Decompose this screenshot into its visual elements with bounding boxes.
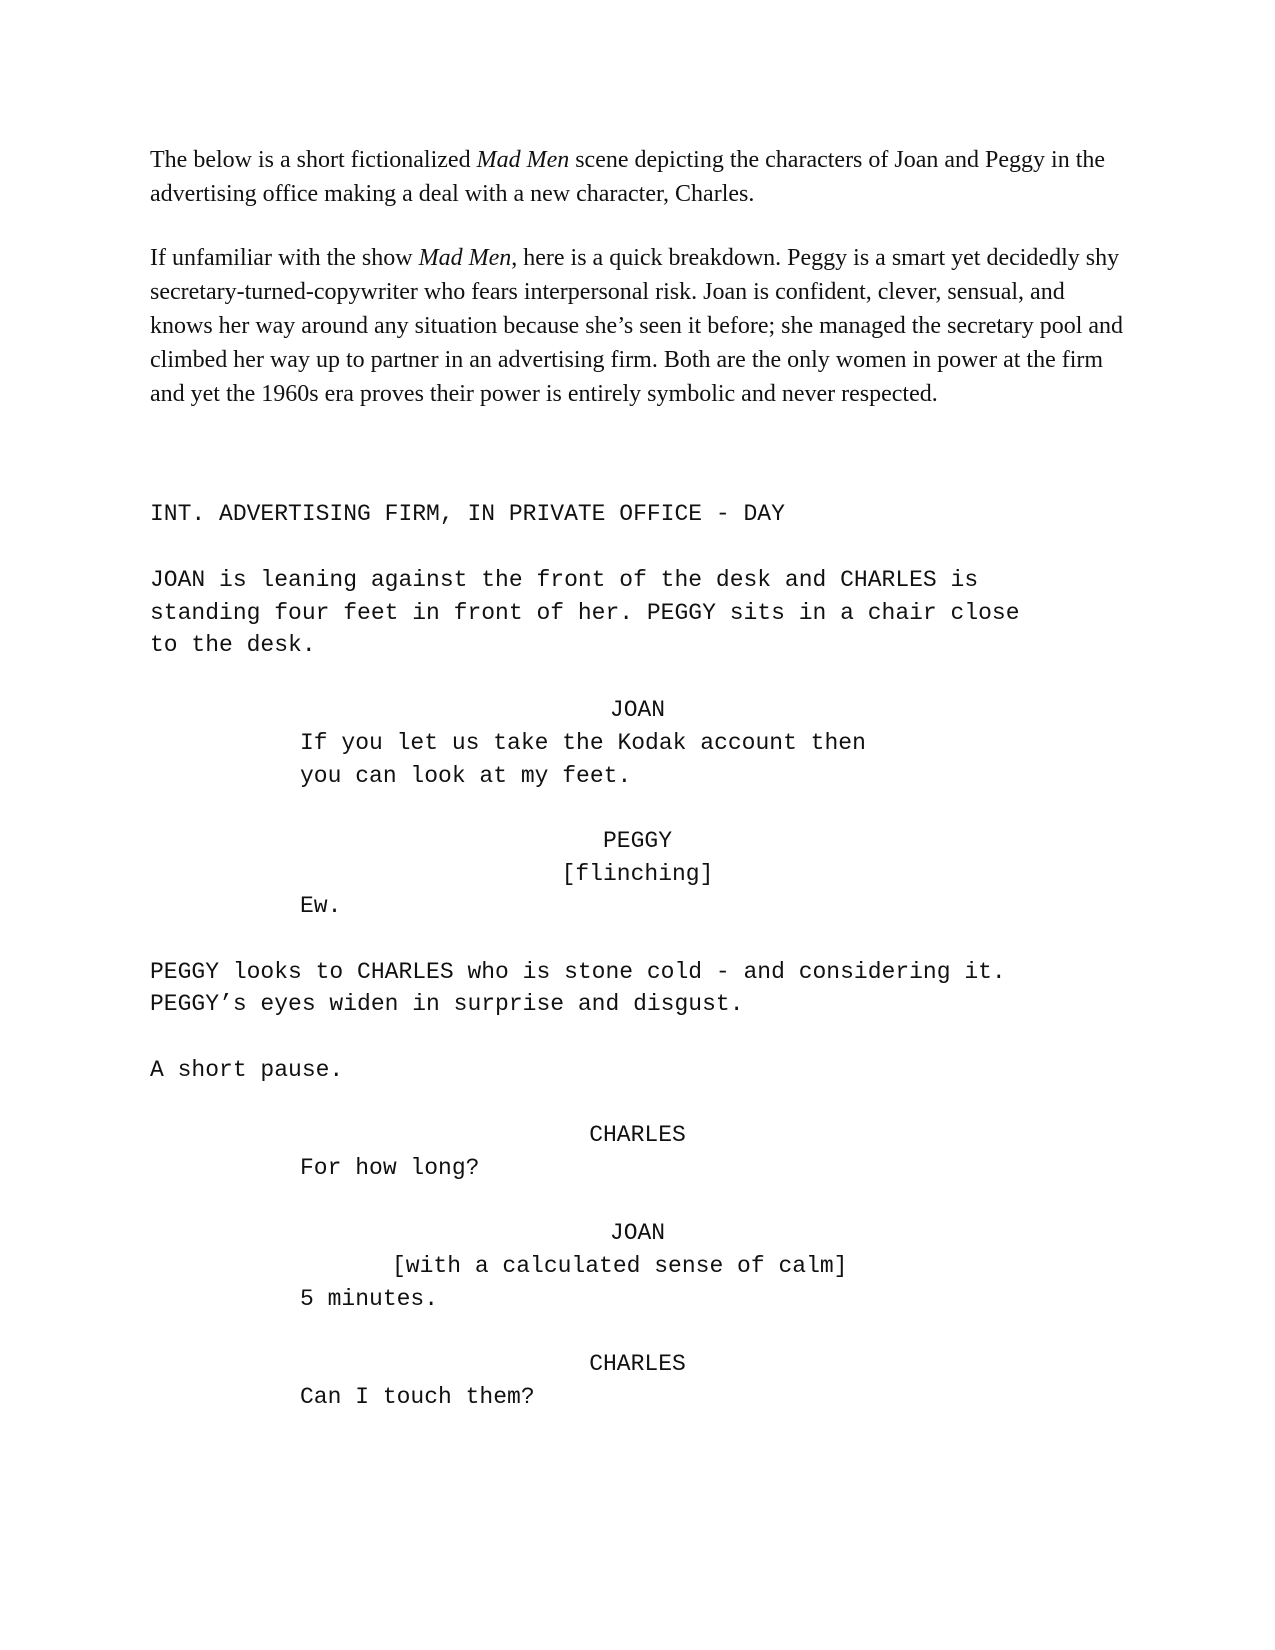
parenthetical: [flinching] bbox=[561, 861, 714, 887]
dialogue-line: 5 minutes. bbox=[300, 1286, 439, 1312]
show-title: Mad Men bbox=[476, 147, 570, 173]
intro-paragraph-2: If unfamiliar with the show Mad Men, here is a quick breakdown. Peggy is a smart yet decidedly shy secretary-turned-copywriter who fears interpersonal risk. Joan is confident, clever, sensual, and knows her way around any situation because she’s seen it before; she managed the secretary pool and climbed her way up to partner in an advertising firm. Both are the only women in power at the firm and yet the 1960s era proves their power is entirely symbolic and never respected. bbox=[150, 245, 1124, 407]
scene-heading: INT. ADVERTISING FIRM, IN PRIVATE OFFICE - DAY bbox=[150, 501, 785, 527]
intro-paragraph-1: The below is a short fictionalized Mad Men scene depicting the characters of Joan and Peggy in the advertising office making a deal with a new character, Charles. bbox=[150, 147, 1106, 207]
character-name-charles: CHARLES bbox=[589, 1122, 686, 1148]
show-title: Mad Men bbox=[418, 245, 512, 271]
character-name-charles: CHARLES bbox=[589, 1351, 686, 1377]
dialogue-line: Ew. bbox=[300, 893, 342, 919]
action-line: PEGGY’s eyes widen in surprise and disgust. bbox=[150, 991, 744, 1017]
dialogue-line: For how long? bbox=[300, 1155, 480, 1181]
character-name-joan: JOAN bbox=[609, 1220, 666, 1246]
character-name-peggy: PEGGY bbox=[602, 828, 672, 854]
dialogue-line: Can I touch them? bbox=[300, 1384, 535, 1410]
action-line: PEGGY looks to CHARLES who is stone cold - and considering it. bbox=[150, 959, 1006, 985]
action-line: standing four feet in front of her. PEGGY sits in a chair close bbox=[150, 600, 1020, 626]
dialogue-line: you can look at my feet. bbox=[300, 763, 632, 789]
character-name-joan: JOAN bbox=[609, 697, 666, 723]
parenthetical: [with a calculated sense of calm] bbox=[392, 1253, 848, 1279]
dialogue-line: If you let us take the Kodak account then bbox=[300, 730, 866, 756]
action-line: to the desk. bbox=[150, 632, 316, 658]
action-line: JOAN is leaning against the front of the desk and CHARLES is bbox=[150, 567, 979, 593]
action-line: A short pause. bbox=[150, 1057, 344, 1083]
